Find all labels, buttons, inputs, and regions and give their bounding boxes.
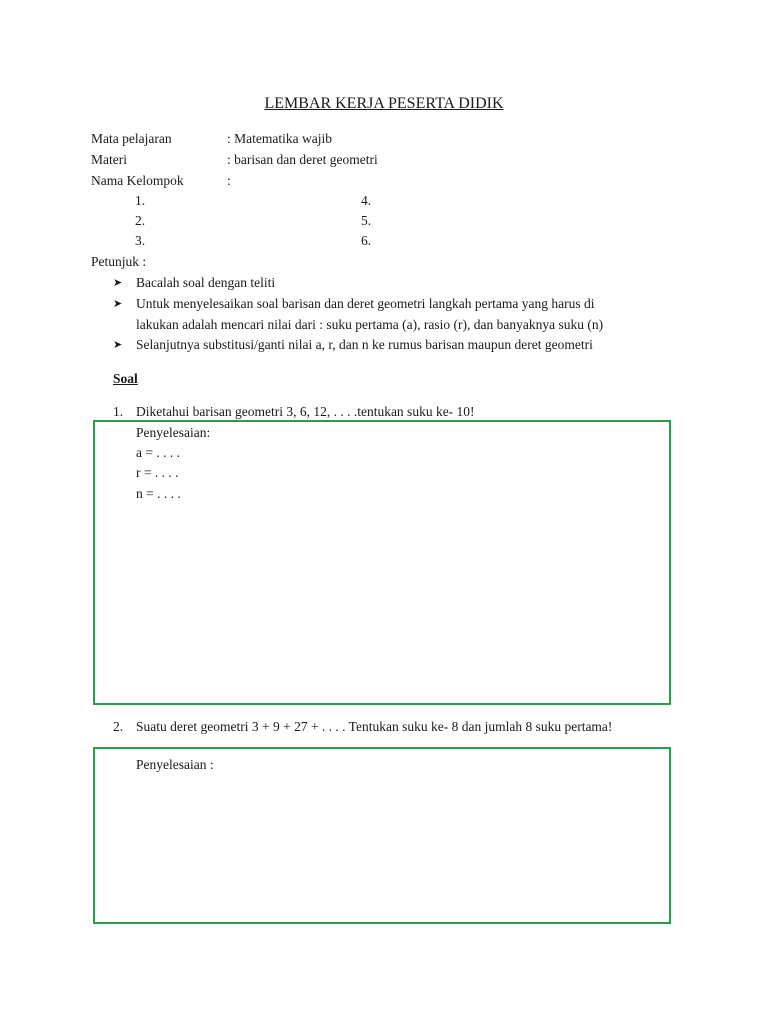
answer-box-2[interactable] xyxy=(93,747,671,924)
instruction-item-3: Selanjutnya substitusi/ganti nilai a, r, dan n ke rumus barisan maupun deret geometri xyxy=(136,337,593,352)
instructions-heading: Petunjuk : xyxy=(91,254,147,269)
material-value: : barisan dan deret geometri xyxy=(227,152,378,167)
question-1-number: 1. xyxy=(113,404,124,419)
page-title: LEMBAR KERJA PESERTA DIDIK xyxy=(264,95,504,112)
arrow-bullet-icon: ➤ xyxy=(113,297,123,310)
group-label: Nama Kelompok xyxy=(91,173,184,188)
member-number-5: 5. xyxy=(361,213,372,228)
question-1-text: Diketahui barisan geometri 3, 6, 12, . . . .tentukan suku ke- 10! xyxy=(136,404,475,419)
member-number-6: 6. xyxy=(361,233,372,248)
member-number-4: 4. xyxy=(361,193,372,208)
member-number-3: 3. xyxy=(135,233,146,248)
instruction-item-2: Untuk menyelesaikan soal barisan dan deret geometri langkah pertama yang harus di xyxy=(136,296,595,311)
member-number-1: 1. xyxy=(135,193,146,208)
arrow-bullet-icon: ➤ xyxy=(113,338,123,351)
answer-1-line-n: n = . . . . xyxy=(136,486,181,501)
answer-2-label: Penyelesaian : xyxy=(136,757,214,772)
arrow-bullet-icon: ➤ xyxy=(113,276,123,289)
instruction-item-1: Bacalah soal dengan teliti xyxy=(136,275,276,290)
soal-heading: Soal xyxy=(113,371,138,386)
answer-1-line-a: a = . . . . xyxy=(136,445,180,460)
member-number-2: 2. xyxy=(135,213,146,228)
question-2-text: Suatu deret geometri 3 + 9 + 27 + . . . . Tentukan suku ke- 8 dan jumlah 8 suku pertama! xyxy=(136,719,613,734)
subject-label: Mata pelajaran xyxy=(91,131,172,146)
answer-box-1[interactable] xyxy=(93,420,671,705)
answer-1-label: Penyelesaian: xyxy=(136,425,211,440)
answer-1-line-r: r = . . . . xyxy=(136,465,179,480)
subject-value: : Matematika wajib xyxy=(227,131,332,146)
question-2-number: 2. xyxy=(113,719,124,734)
material-label: Materi xyxy=(91,152,127,167)
instruction-item-2-continued: lakukan adalah mencari nilai dari : suku pertama (a), rasio (r), dan banyaknya suku (n) xyxy=(136,317,604,332)
group-value: : xyxy=(227,173,231,188)
